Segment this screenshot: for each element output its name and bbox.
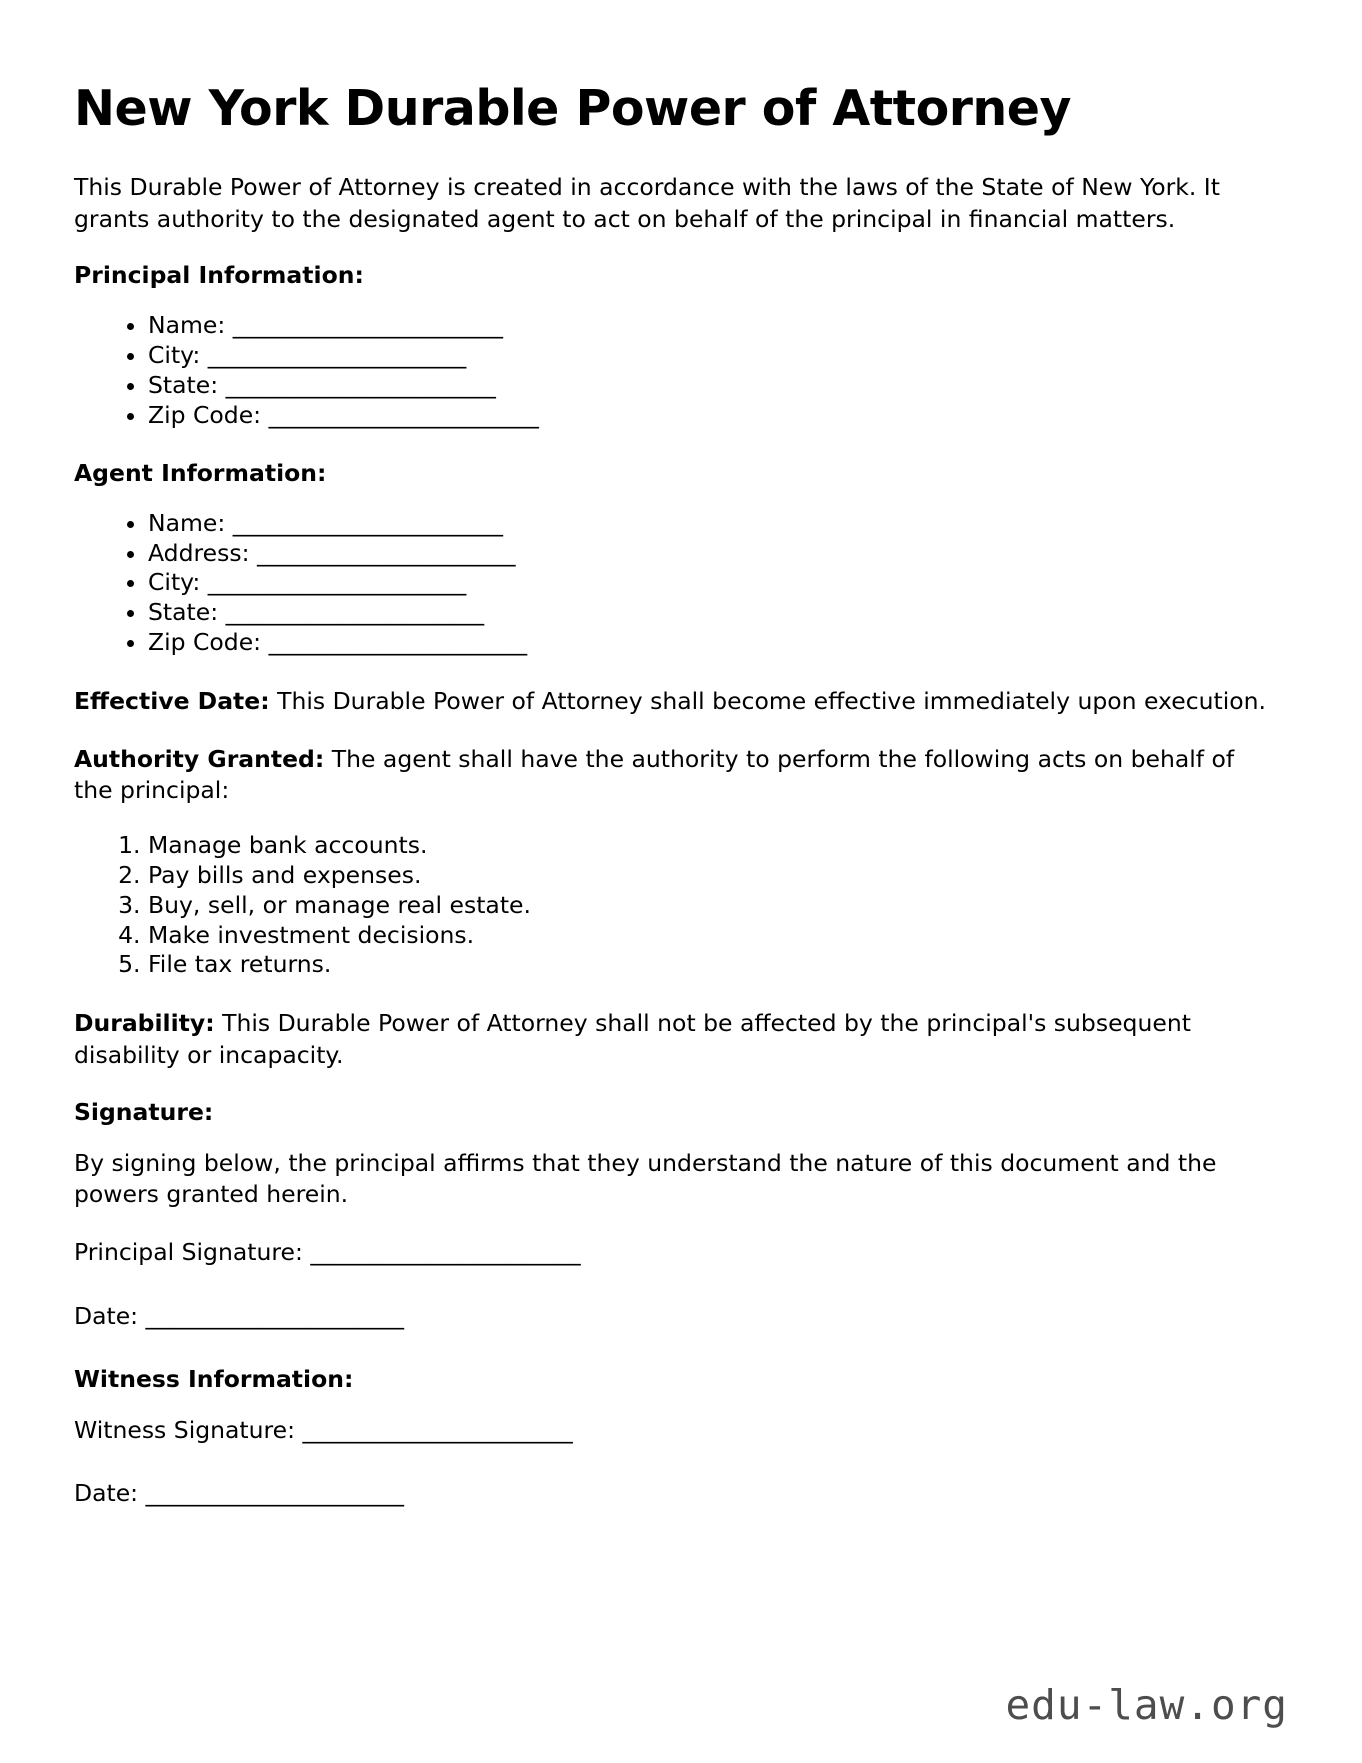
principal-date-line[interactable]: Date: ______________________ [74, 1301, 405, 1330]
durability-label: Durability: [74, 1009, 215, 1038]
list-item: • Address: ______________________ [148, 539, 1282, 569]
list-item: • Name: _______________________ [148, 311, 1282, 341]
list-item: • Zip Code: ______________________ [148, 628, 1282, 658]
list-item: • State: ______________________ [148, 598, 1282, 628]
list-item: • City: ______________________ [148, 568, 1282, 598]
list-item: 4. Make investment decisions. [148, 921, 1282, 951]
list-item: 5. File tax returns. [148, 950, 1282, 980]
witness-date-line[interactable]: Date: ______________________ [74, 1479, 405, 1508]
list-item: 2. Pay bills and expenses. [148, 861, 1282, 891]
signature-statement: By signing below, the principal affirms that they understand the nature of this document and the powers granted herein. [74, 1148, 1217, 1209]
durability-paragraph [74, 1008, 1279, 1071]
principal-information-fields [74, 311, 1282, 430]
agent-information-heading: Agent Information: [74, 458, 327, 487]
effective-date-label: Effective Date: [74, 686, 270, 715]
witness-information-heading: Witness Information: [74, 1364, 354, 1393]
list-item: 1. Manage bank accounts. [148, 831, 1282, 861]
durability-text: This Durable Power of Attorney shall not be affected by the principal's subsequent disability or incapacity. [74, 1009, 1191, 1070]
list-item: • Zip Code: _______________________ [148, 401, 1282, 431]
page-title: New York Durable Power of Attorney [74, 80, 1071, 137]
signature-heading: Signature: [74, 1097, 214, 1126]
list-item: 3. Buy, sell, or manage real estate. [148, 891, 1282, 921]
witness-signature-line[interactable]: Witness Signature: _______________________ [74, 1415, 573, 1444]
authority-granted-paragraph [74, 744, 1279, 807]
effective-date-text: This Durable Power of Attorney shall become effective immediately upon execution. [269, 686, 1266, 715]
effective-date-paragraph [74, 686, 1279, 718]
authority-granted-text: The agent shall have the authority to perform the following acts on behalf of the principal: [74, 744, 1235, 805]
list-item: • State: _______________________ [148, 371, 1282, 401]
list-item: • City: ______________________ [148, 341, 1282, 371]
authority-acts-list [74, 831, 1282, 980]
list-item: • Name: _______________________ [148, 509, 1282, 539]
watermark: edu-law.org [1005, 1681, 1288, 1729]
intro-paragraph: This Durable Power of Attorney is created in accordance with the laws of the State of New York. It grants authority to the designated agent to act on behalf of the principal in financial matters. [74, 172, 1220, 233]
agent-information-fields [74, 509, 1282, 658]
principal-information-heading: Principal Information: [74, 261, 364, 290]
authority-granted-label: Authority Granted: [74, 744, 325, 773]
principal-signature-line[interactable]: Principal Signature: _______________________ [74, 1238, 581, 1267]
